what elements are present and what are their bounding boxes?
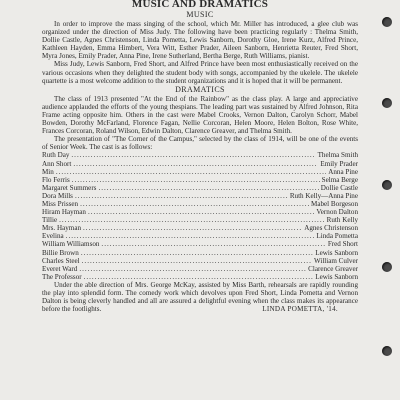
music-paragraph: Miss Judy, Lewis Sanborn, Fred Short, and Alfred Prince have been most enthusiastically received on the various occasions when they delighted the student body with songs, accompanied by the ukelele. The ukelele quartette is a most welcome addition to the student organizations and it is hoped that it will be permanent. [42,60,358,85]
leader-dots [75,192,288,200]
dramatics-paragraph: The presentation of "The Corner of the Campus," selected by the class of 1914, will be one of the events of Senior Week. The cast is as follows: [42,135,358,152]
cast-role: Everet Ward [42,264,78,273]
binder-hole [382,346,392,356]
cast-entry [42,200,358,208]
cast-role: Mrs. Hayman [42,224,82,233]
cast-role: Dora Mills [42,191,73,200]
cast-actor: Anna Pine [328,167,358,176]
cast-actor: William Culver [313,256,358,265]
cast-actor: Ruth Kelly—Anna Pine [289,191,358,200]
binder-hole [382,180,392,190]
cast-actor: Lewis Sanborn [315,272,358,281]
cast-entry [42,249,358,257]
cast-role: Hiram Hayman [42,208,86,217]
leader-dots [98,184,318,192]
cast-role: Ruth Day [42,151,70,160]
cast-role: Miss Prissen [42,199,79,208]
cast-entry [42,216,358,224]
cast-actor: Agnes Christenson [304,224,358,233]
binder-hole [382,98,392,108]
binder-hole [382,17,392,27]
cast-actor: Mabel Borgeson [311,199,358,208]
cast-actor: Lewis Sanborn [315,248,358,257]
binder-hole [382,262,392,272]
page-title: MUSIC AND DRAMATICS [131,0,269,10]
leader-dots [82,257,312,265]
cast-entry [42,265,358,273]
cast-actor: Fred Short [327,240,358,249]
leader-dots [72,176,320,184]
cast-role: Evelina [42,232,64,241]
cast-actor: Linda Pometta [316,232,358,241]
cast-entry [42,160,358,168]
cast-entry [42,184,358,192]
cast-role: Min [42,167,54,176]
leader-dots [101,240,325,248]
cast-entry [42,151,358,159]
cast-role: Billie Brown [42,248,79,257]
music-paragraph: In order to improve the mass singing of the school, which Mr. Miller has introduced, a glee club was organized under the direction of Miss Judy. The following have been practicing regularly : Thelma Smith, Dollie Castle, Agnes Christenson, Linda Pometta, Lewis Sanborn, Dorothy Gloe, Irene Kurz, Alfred Prince, Kathleen Hayden, Emma Himbert, Vera Witt, Esther Prader, Aileen Sanborn, Henrietta Reuter, Fred Short, Myra Jones, Emily Prader, Anna Pine, Irene Sutherland, Bertha Berge, Ruth Williams, pianist. [42,20,358,61]
leader-dots [59,216,325,224]
cast-entry [42,240,358,248]
cast-entry [42,232,358,240]
music-heading: MUSIC [186,10,214,19]
leader-dots [56,168,326,176]
cast-role: Ann Short [42,159,72,168]
leader-dots [80,200,309,208]
cast-role: Flo Ferris [42,175,70,184]
cast-entry [42,168,358,176]
leader-dots [81,249,313,257]
cast-role: Charles Steel [42,256,80,265]
cast-list [42,151,358,281]
cast-actor: Vernon Dalton [316,208,358,217]
cast-role: Margaret Summers [42,183,97,192]
cast-role: The Professor [42,272,82,281]
leader-dots [84,273,314,281]
cast-entry [42,224,358,232]
leader-dots [73,160,318,168]
leader-dots [66,232,315,240]
cast-entry [42,192,358,200]
leader-dots [71,151,315,159]
cast-actor: Dollie Castle [320,183,358,192]
cast-entry [42,273,358,281]
leader-dots [83,224,302,232]
author-signature: LINDA POMETTA, '14. [262,305,338,314]
cast-actor: Thelma Smith [317,151,358,160]
cast-actor: Ruth Kelly [326,216,358,225]
cast-entry [42,208,358,216]
dramatics-closing: Under the able direction of Mrs. George McKay, assisted by Miss Barth, rehearsals are rapidly rounding the play into splendid form. The comedy work which devolves upon Fred Short, Linda Pometta and Vernon Dalton is being cleverly handled and all are assured a delightful evening when the class makes its appearance before the footlights. [42,280,358,314]
cast-actor: Emily Prader [320,159,358,168]
cast-actor: Selma Berge [321,175,358,184]
leader-dots [88,208,314,216]
leader-dots [79,265,306,273]
cast-entry [42,257,358,265]
cast-actor: Clarence Greaver [308,264,358,273]
dramatics-paragraph: The class of 1913 presented "At the End of the Rainbow" as the class play. A large and appreciative audience applauded the efforts of the young thespians. The leading part was sustained by Alfred Johnson, Rita Frame acting opposite him. Others in the cast were Mabel Crooks, Vernon Dalton, Carolyn Schorr, Mabel Bowden, Dorothy McFarland, Florence Fagan, Nellie Corcoran, Helen Moore, Helen Bolton, Rose White, Frances Corcoran, Roland Wilson, Edwin Dalton, Clarence Greaver, and Thelma Smith. [42,94,358,136]
cast-role: William Williamson [42,240,100,249]
dramatics-heading: DRAMATICS [175,84,225,94]
cast-entry [42,176,358,184]
cast-role: Tillie [42,216,58,225]
page-content [42,0,358,313]
